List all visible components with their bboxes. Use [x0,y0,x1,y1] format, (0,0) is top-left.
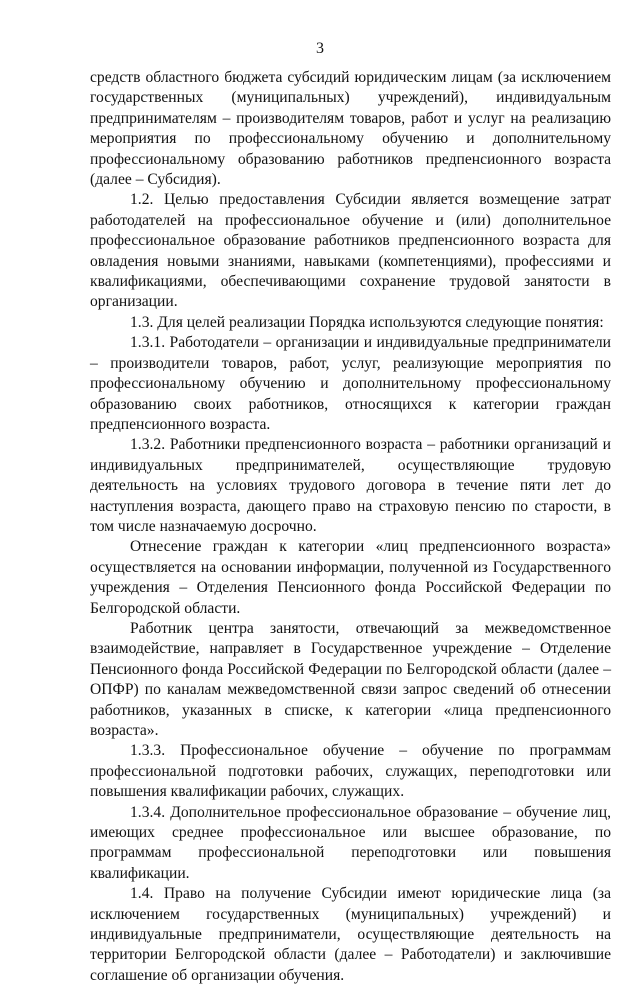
paragraph-1-3-3: 1.3.3. Профессиональное обучение – обучение по программам профессиональной подготовки рабочих, служащих, переподготовки или повышения квалификации рабочих, служащих. [90,742,611,801]
paragraph-subsidy-intro: средств областного бюджета субсидий юридическим лицам (за исключением государственных (муниципальных) учреждений), индивидуальным предпринимателям – производителям товаров, работ и услуг на реализацию мероприятия по профессиональному обучению и дополнительному профессиональному образованию работников предпенсионного возраста (далее – Субсидия). [90,69,611,189]
paragraph-1-3-1: 1.3.1. Работодатели – организации и индивидуальные предприниматели – производители товаров, работ, услуг, реализующие мероприятия по профессиональному обучению и дополнительному профессиональному образованию своих работников, относящихся к категории граждан предпенсионного возраста. [90,334,611,433]
paragraph-1-3-4: 1.3.4. Дополнительное профессиональное образование – обучение лиц, имеющих среднее профессиональное или высшее образование, по программам профессиональной переподготовки или повышения квалификации. [90,803,611,882]
paragraph-1-3-2: 1.3.2. Работники предпенсионного возраста – работники организаций и индивидуальных предпринимателей, осуществляющие трудовую деятельность на условиях трудового договора в течение пяти лет до наступления возраста, дающего право на страховую пенсию по старости, в том числе назначаемую досрочно. [90,436,611,535]
paragraph-1-2: 1.2. Целью предоставления Субсидии является возмещение затрат работодателей на профессиональное обучение и (или) дополнительное профессиональное образование работников предпенсионного возраста для овладения новыми знаниями, навыками (компетенциями), профессиями и квалификациями, обеспечивающими сохранение трудовой занятости в организации. [90,191,611,311]
page-number: 3 [316,40,324,57]
document-body [90,68,611,986]
paragraph-1-4: 1.4. Право на получение Субсидии имеют юридические лица (за исключением государственных (муниципальных) учреждений) и индивидуальные предприниматели, осуществляющие деятельность на территории Белгородской области (далее – Работодатели) и заключившие соглашение об организации обучения. [90,885,611,984]
paragraph-pfr-info: Отнесение граждан к категории «лиц предпенсионного возраста» осуществляется на основании информации, полученной из Государственного учреждения – Отделения Пенсионного фонда Российской Федерации по Белгородской области. [90,538,611,617]
paragraph-1-3: 1.3. Для целей реализации Порядка используются следующие понятия: [130,313,604,331]
paragraph-employment-center: Работник центра занятости, отвечающий за межведомственное взаимодействие, направляет в Государственное учреждение – Отделение Пенсионного фонда Российской Федерации по Белгородской области (далее – ОПФР) по каналам межведомственной связи запрос сведений об отнесении работников, указанных в списке, к категории «лица предпенсионного возраста». [90,619,611,739]
